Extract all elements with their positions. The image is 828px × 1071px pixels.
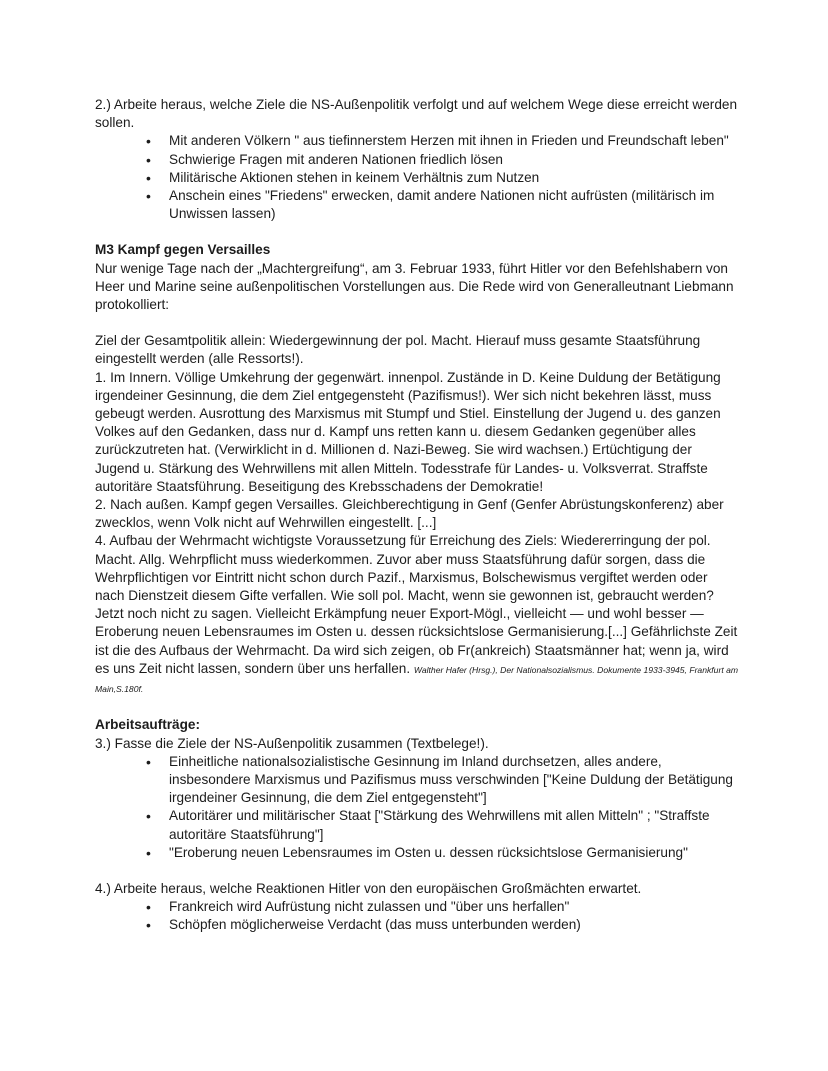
list-item: • Schwierige Fragen mit anderen Nationen friedlich lösen	[95, 151, 740, 169]
m3-intro: Nur wenige Tage nach der „Machtergreifung“, am 3. Februar 1933, führt Hitler vor den Befehlshabern von Heer und Marine seine außenpolitischen Vorstellungen aus. Die Rede wird von Generalleutnant Liebmann protokolliert:	[95, 260, 734, 313]
spacer	[95, 314, 740, 332]
m3-source-paragraph-last	[95, 532, 740, 698]
list-item: • Einheitliche nationalsozialistische Gesinnung im Inland durchsetzen, alles andere, insbesondere Marxismus und Pazifismus muss verschwinden ["Keine Duldung der Betätigung irgendeiner Gesinnung, die dem Ziel entgegensteht"]	[95, 753, 740, 808]
spacer	[95, 862, 740, 880]
question-4: 4.) Arbeite heraus, welche Reaktionen Hitler von den europäischen Großmächten erwartet.	[95, 880, 642, 896]
question-4-answer-list	[95, 898, 740, 934]
question-3: 3.) Fasse die Ziele der NS-Außenpolitik zusammen (Textbelege!).	[95, 735, 489, 751]
question-2-answer-list	[95, 132, 740, 223]
list-item: • Militärische Aktionen stehen in keinem Verhältnis zum Nutzen	[95, 169, 740, 187]
list-item: • "Eroberung neuen Lebensraumes im Osten u. dessen rücksichtslose Germanisierung"	[95, 844, 740, 862]
m3-source-paragraph: Ziel der Gesamtpolitik allein: Wiedergewinnung der pol. Macht. Hierauf muss gesamte Staatsführung eingestellt werden (alle Ressorts!).	[95, 333, 701, 367]
list-item: • Mit anderen Völkern " aus tiefinnerstem Herzen mit ihnen in Frieden und Freundschaft leben"	[95, 132, 740, 150]
question-3-answer-list	[95, 753, 740, 862]
m3-heading: M3 Kampf gegen Versailles	[95, 242, 271, 258]
list-item: • Schöpfen möglicherweise Verdacht (das muss unterbunden werden)	[95, 916, 740, 934]
document-page	[95, 96, 740, 935]
question-2: 2.) Arbeite heraus, welche Ziele die NS-Außenpolitik verfolgt und auf welchem Wege diese erreicht werden sollen.	[95, 97, 738, 131]
list-item: • Frankreich wird Aufrüstung nicht zulassen und "über uns herfallen"	[95, 898, 740, 916]
list-item: • Autoritärer und militärischer Staat ["Stärkung des Wehrwillens mit allen Mitteln" ; "Straffste autoritäre Staatsführung"]	[95, 807, 740, 843]
tasks-heading: Arbeitsaufträge:	[95, 717, 200, 733]
list-item: • Anschein eines "Friedens" erwecken, damit andere Nationen nicht aufrüsten (militärisch im Unwissen lassen)	[95, 187, 740, 223]
source-citation: Walther Hafer (Hrsg.), Der Nationalsozialismus. Dokumente 1933-3945, Frankfurt am Main,S.180f.	[95, 664, 739, 695]
m3-source-paragraph: 1. Im Innern. Völlige Umkehrung der gegenwärt. innenpol. Zustände in D. Keine Duldung der Betätigung irgendeiner Gesinnung, die dem Ziel entgegensteht (Pazifismus!). Wer sich nicht bekehren lässt, muss gebeugt werden. Ausrottung des Marxismus mit Stumpf und Stiel. Einstellung der Jugend u. des ganzen Volkes auf den Gedanken, dass nur d. Kampf uns retten kann u. diesem Gedanken gegenüber alles zurückzutreten hat. (Verwirklicht in d. Millionen d. Nazi-Beweg. Sie wird wachsen.) Ertüchtigung der Jugend u. Stärkung des Wehrwillens mit allen Mitteln. Todesstrafe für Landes- u. Volksverrat. Straffste autoritäre Staatsführung. Beseitigung des Krebsschadens der Demokratie!	[95, 369, 721, 494]
m3-source-text: 4. Aufbau der Wehrmacht wichtigste Voraussetzung für Erreichung des Ziels: Wiedererringung der pol. Macht. Allg. Wehrpflicht muss wiederkommen. Zuvor aber muss Staatsführung dafür sorgen, dass die Wehrpflichtigen vor Eintritt nicht schon durch Pazif., Marxismus, Bolschewismus vergiftet werden oder nach Dienstzeit diesem Gifte verfallen. Wie soll pol. Macht, wenn sie gewonnen ist, gebraucht werden? Jetzt noch nicht zu sagen. Vielleicht Erkämpfung neuer Export-Mögl., vielleicht — und wohl besser — Eroberung neuen Lebensraumes im Osten u. dessen rücksichtslose Germanisierung.[...] Gefährlichste Zeit ist die des Aufbaus der Wehrmacht. Da wird sich zeigen, ob Fr(ankreich) Staatsmänner hat; wenn ja, wird es uns Zeit nicht lassen, sondern über uns herfallen.	[95, 533, 738, 676]
spacer	[95, 698, 740, 716]
m3-source-paragraph: 2. Nach außen. Kampf gegen Versailles. Gleichberechtigung in Genf (Genfer Abrüstungskonferenz) aber zwecklos, wenn Volk nicht auf Wehrwillen eingestellt. [...]	[95, 497, 724, 531]
spacer	[95, 223, 740, 241]
